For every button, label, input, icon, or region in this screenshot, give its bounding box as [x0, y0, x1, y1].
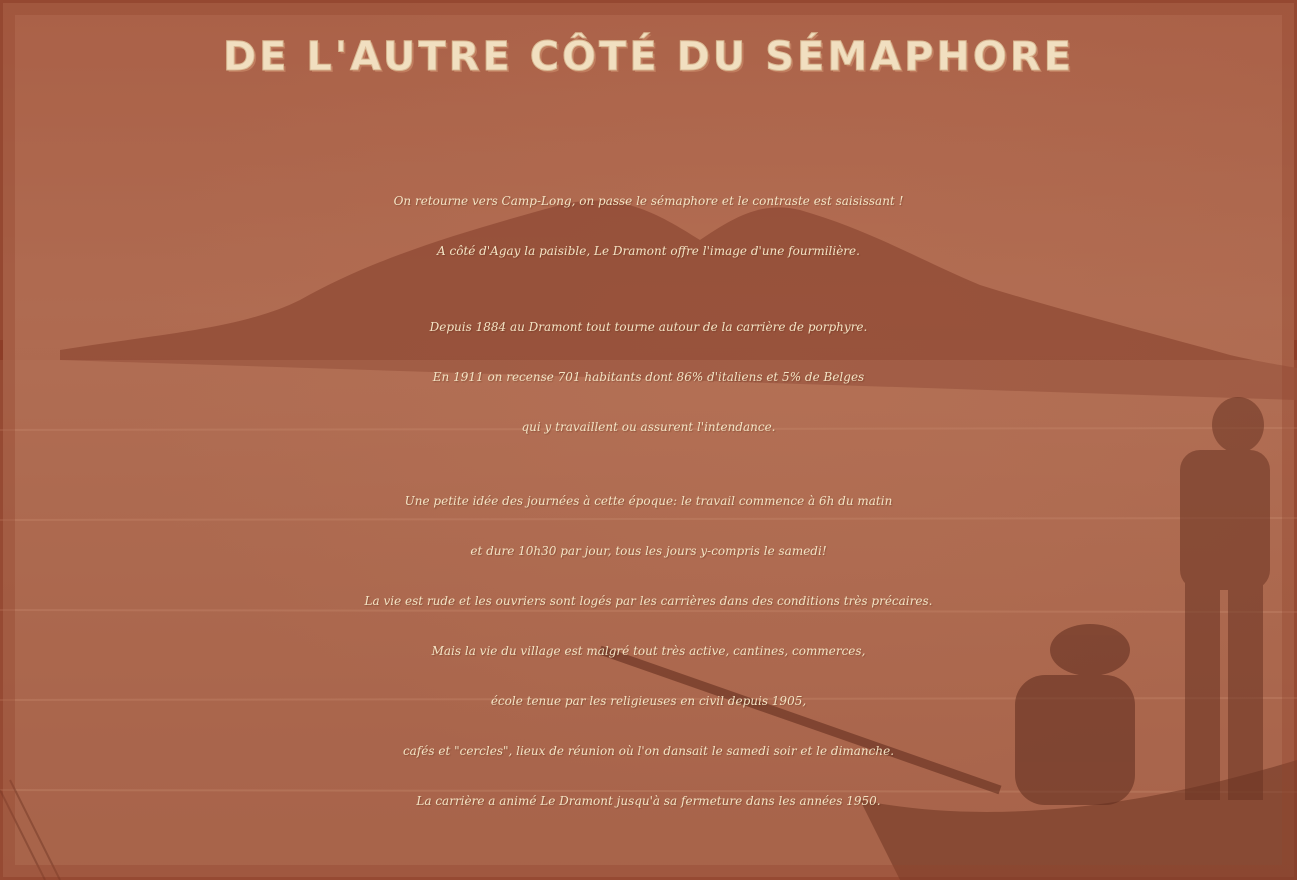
page-title: DE L'AUTRE CÔTÉ DU SÉMAPHORE	[222, 34, 1075, 80]
paragraph-daily-life	[0, 481, 1297, 831]
text-line: et dure 10h30 par jour, tous les jours y-compris le samedi!	[470, 544, 827, 558]
text-line: école tenue par les religieuses en civil depuis 1905,	[490, 694, 807, 708]
text-line: En 1911 on recense 701 habitants dont 86% d'italiens et 5% de Belges	[432, 370, 865, 384]
text-line: On retourne vers Camp-Long, on passe le sémaphore et le contraste est saisissant !	[393, 194, 904, 208]
text-line: A côté d'Agay la paisible, Le Dramont offre l'image d'une fourmilière.	[437, 244, 860, 258]
text-line: La vie est rude et les ouvriers sont logés par les carrières dans des conditions très précaires.	[364, 594, 933, 608]
text-line: La carrière a animé Le Dramont jusqu'à sa fermeture dans les années 1950.	[416, 794, 881, 808]
text-line: Depuis 1884 au Dramont tout tourne autour de la carrière de porphyre.	[429, 320, 868, 334]
text-line: Mais la vie du village est malgré tout très active, cantines, commerces,	[431, 644, 866, 658]
text-line: cafés et "cercles", lieux de réunion où l'on dansait le samedi soir et le dimanche.	[402, 744, 895, 758]
text-line: Une petite idée des journées à cette époque: le travail commence à 6h du matin	[404, 494, 893, 508]
paragraph-history	[0, 307, 1297, 457]
paragraph-intro	[0, 181, 1297, 281]
text-line: qui y travaillent ou assurent l'intendance.	[521, 420, 776, 434]
